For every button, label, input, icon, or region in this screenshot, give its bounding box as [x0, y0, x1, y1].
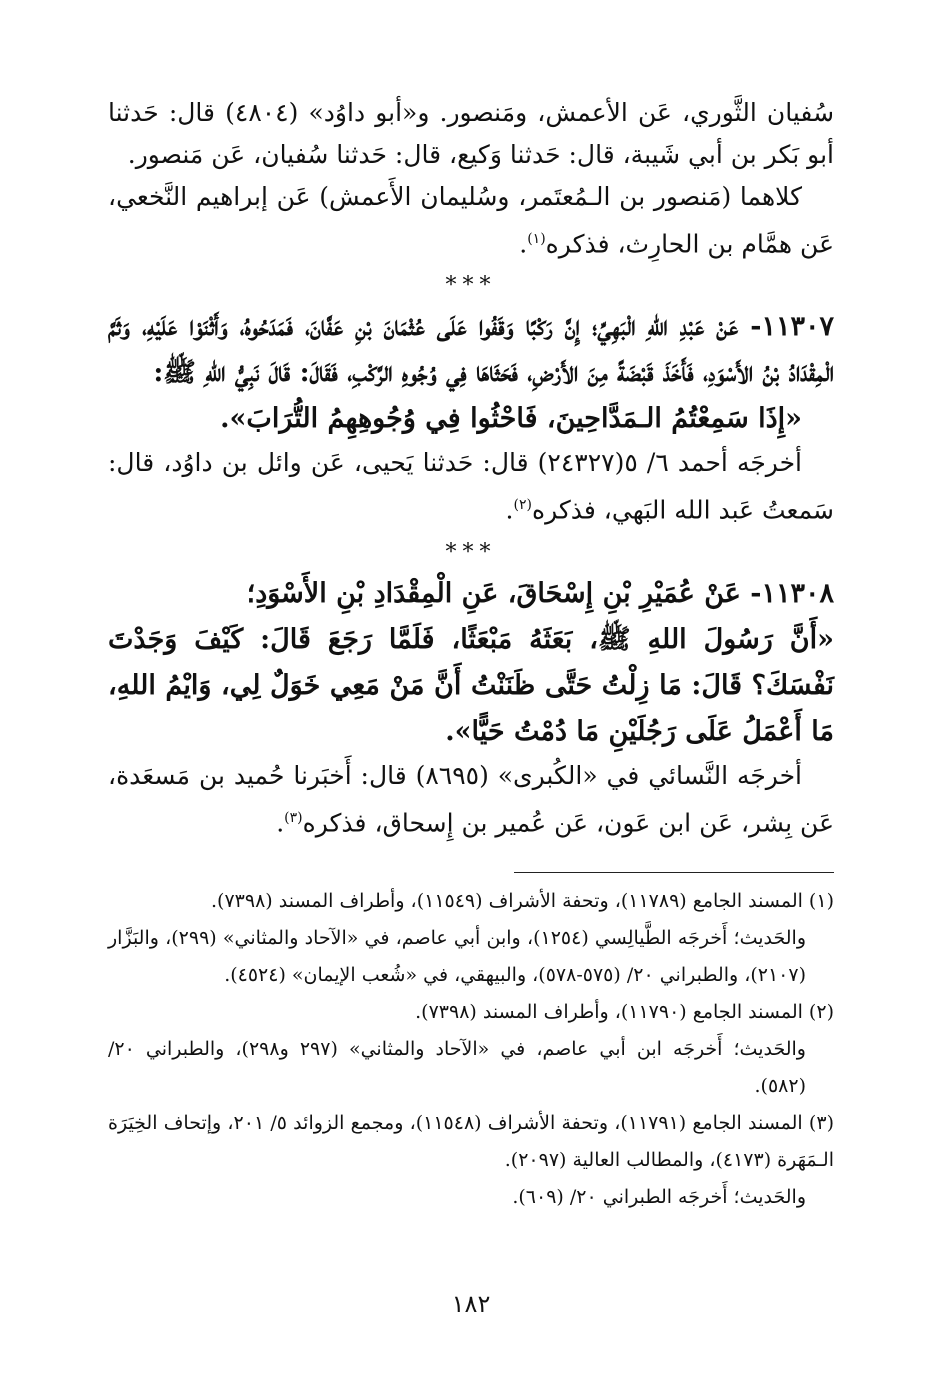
takhrij-11307: أخرجَه أحمد ٦/ ٥(٢٤٣٢٧) قال: حَدثنا يَحيى، عَن وائل بن داوُد، قال: سَمعتُ عَبد الله البَهي، فذكره$^{(٢)}$.: [108, 448, 834, 525]
hadith-heading: ١١٣٠٨- عَنْ عُمَيْرِ بْنِ إِسْحَاقَ، عَنِ الْمِقْدَادِ بْنِ الأَسْوَدِ؛: [246, 577, 834, 609]
separator-stars: ***: [445, 273, 497, 299]
separator-stars: ***: [445, 539, 497, 565]
takhrij-11308: أخرجَه النَّسائي في «الكُبرى» (٨٦٩٥) قال: أَخبَرنا حُميد بن مَسعَدة، عَن بِشر، عَن ابن عَون، عَن عُمير بن إِسحاق، فذكره$^{(٣)}$.: [108, 760, 834, 837]
footnote-2: (٢) المسند الجامع (١١٧٩٠)، وأطراف المسند (٧٣٩٨).: [415, 1000, 834, 1023]
footnote-ref: (٣): [284, 809, 303, 826]
footnote-3: (٣) المسند الجامع (١١٧٩١)، وتحفة الأشراف (١١٥٤٨)، ومجمع الزوائد ٥/ ٢٠١، وإتحاف الخِيَرَة الـمَهَرة (٤١٧٣)، والمطالب العالية (٢٠٩٧).: [108, 1111, 834, 1171]
footnote-1-note: والحَديث؛ أَخرجَه الطَّيالِسي (١٢٥٤)، وابن أبي عاصم، في «الآحاد والمثاني» (٢٩٩)، والبَزَّار (٢١٠٧)، والطبراني ٢٠/ (٥٧٥-٥٧٨)، والبيهقي، في «شُعب الإيمان» (٤٥٢٤).: [108, 926, 806, 986]
hadith-11308: [108, 571, 834, 617]
takhrij-text: أخرجَه النَّسائي في «الكُبرى» (٨٦٩٥) قال: أَخبَرنا حُميد بن مَسعَدة، عَن بِشر، عَن ابن عَون، عَن عُمير بن إِسحاق، فذكره: [108, 760, 834, 837]
footnote-ref: (١): [527, 231, 546, 247]
footnote-3-note: والحَديث؛ أَخرجَه الطبراني ٢٠/ (٦٠٩).: [512, 1185, 806, 1208]
paragraph-chain: [108, 92, 834, 176]
footnote-divider: [514, 872, 834, 873]
paragraph-text: سُفيان الثَّوري، عَن الأعمش، ومَنصور. و«أبو داوُد» (٤٨٠٤) قال: حَدثنا أبو بَكر بن أبي شَيبة، قال: حَدثنا وَكيع، قال: حَدثنا سُفيان، عَن مَنصور.: [108, 98, 835, 169]
footnote-1: (١) المسند الجامع (١١٧٨٩)، وتحفة الأشراف (١١٥٤٩)، وأطراف المسند (٧٣٩٨).: [211, 889, 834, 912]
page-number: ١٨٢: [451, 1290, 491, 1318]
hadith-11307-quote: [108, 396, 834, 442]
hadith-11308-quote: [108, 617, 834, 755]
hadith-text: ١١٣٠٧- عَنْ عَبْدِ اللهِ الْبَهِيِّ؛ إِنَّ رَكْبًا وَقَفُوا عَلَى عُثْمَانَ بْنِ عَفَّانَ، فَمَدَحُوهُ، وَأَثْنَوْا عَلَيْهِ، وَثَمَّ الْمِقْدَادُ بْنُ الأَسْوَدِ، فَأَخَذَ قَبْضَةً مِنَ الأَرْضِ، فَحَثَاهَا فِي وُجُوهِ الرَّكْبِ، فَقَالَ: قَالَ نَبِيُّ اللهِ ﷺ:: [108, 311, 834, 389]
footnote-ref: (٢): [513, 497, 532, 514]
footnotes: [108, 883, 834, 1216]
paragraph-text: كلاهما (مَنصور بن الـمُعتَمر، وسُليمان الأَعمش) عَن إبراهيم النَّخعي، عَن همَّام بن الحارِث، فذكره: [108, 182, 834, 259]
hadith-quote-text: «إِذَا سَمِعْتُمُ الـمَدَّاحِينَ، فَاحْثُوا فِي وُجُوهِهِمُ التُّرَابَ».: [220, 403, 802, 435]
page-content: [108, 92, 834, 1216]
hadith-11307: [108, 304, 834, 396]
footnote-2-note: والحَديث؛ أَخرجَه ابن أبي عاصم، في «الآحاد والمثاني» (٢٩٧ و٢٩٨)، والطبراني ٢٠/ (٥٨٢).: [108, 1037, 806, 1097]
hadith-quote-text: «أَنَّ رَسُولَ اللهِ ﷺ، بَعَثَهُ مَبْعَثًا، فَلَمَّا رَجَعَ قَالَ: كَيْفَ وَجَدْتَ نَفْسَكَ؟ قَالَ: مَا زِلْتُ حَتَّى ظَنَنْتُ أَنَّ مَنْ مَعِي خَوَلٌ لِي، وَايْمُ اللهِ، مَا أَعْمَلُ عَلَى رَجُلَيْنِ مَا دُمْتُ حَيًّا».: [108, 623, 834, 747]
paragraph-both-of-them: كلاهما (مَنصور بن الـمُعتَمر، وسُليمان الأَعمش) عَن إبراهيم النَّخعي، عَن همَّام بن الحارِث، فذكره$^{(١)}$.: [108, 182, 834, 259]
takhrij-text: أخرجَه أحمد ٦/ ٥(٢٤٣٢٧) قال: حَدثنا يَحيى، عَن وائل بن داوُد، قال: سَمعتُ عَبد الله البَهي، فذكره: [108, 448, 834, 525]
